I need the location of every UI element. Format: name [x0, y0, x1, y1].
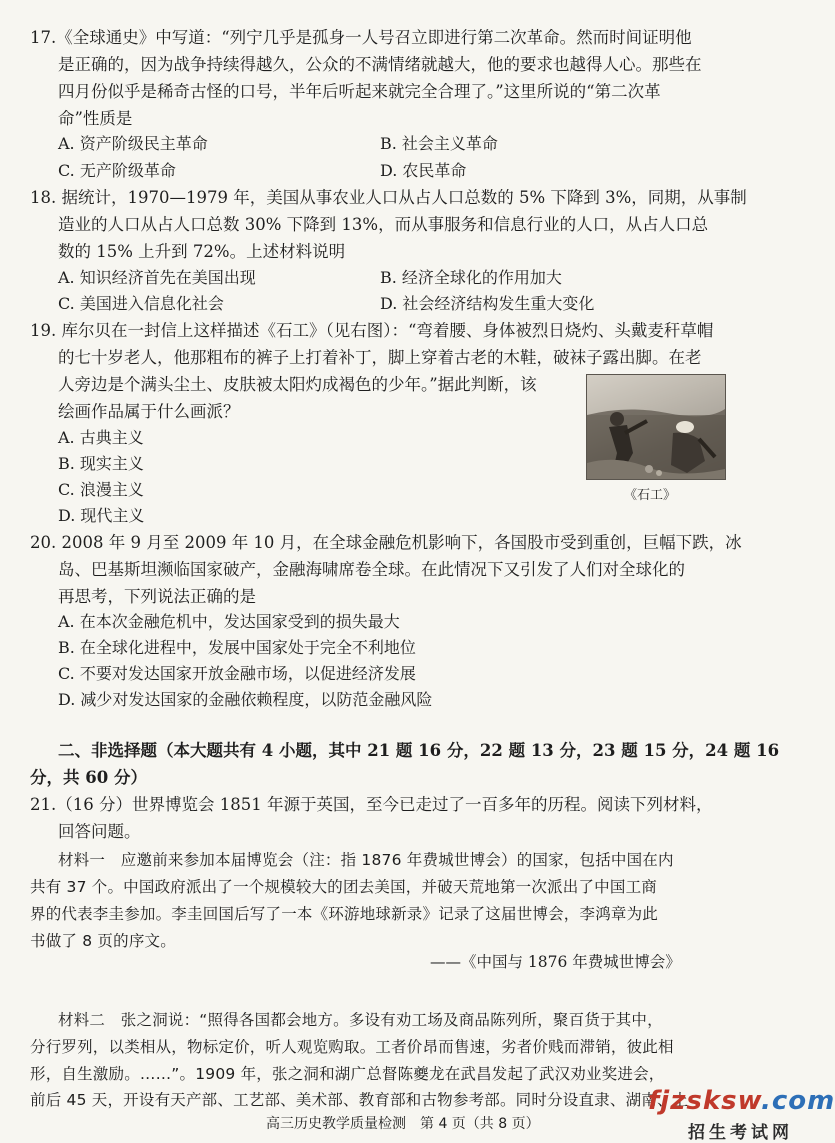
q20-option-d: D. 减少对发达国家的金融依赖程度，以防范金融风险 [58, 690, 433, 709]
material-2-line-1: 材料二 张之洞说：“照得各国都会地方。多设有劝工场及商品陈列所，聚百货于其中， [58, 1011, 663, 1029]
material-1-line-2: 共有 37 个。中国政府派出了一个规模较大的团去美国，并破天荒地第一次派出了中国工商 [30, 878, 657, 896]
watermark-logo-domain: .com [760, 1086, 835, 1116]
watermark-logo [648, 1086, 835, 1116]
material-1-line-4: 书做了 8 页的序文。 [30, 932, 176, 950]
material-1-line-3: 界的代表李圭参加。李圭回国后写了一本《环游地球新录》记录了这届世博会，李鸿章为此 [30, 905, 659, 923]
q17-option-b: B. 社会主义革命 [380, 134, 498, 153]
q20-option-c: C. 不要对发达国家开放金融市场，以促进经济发展 [58, 664, 416, 683]
q19-line-4: 绘画作品属于什么画派？ [58, 402, 240, 421]
q17-option-d: D. 农民革命 [380, 161, 467, 180]
q19-option-c: C. 浪漫主义 [58, 480, 144, 499]
q20-option-a: A. 在本次金融危机中，发达国家受到的损失最大 [58, 612, 400, 631]
q19-line-1: 19. 库尔贝在一封信上这样描述《石工》（见右图）：“弯着腰、身体被烈日烧灼、头戴麦秆草帽 [30, 321, 714, 340]
q17-line-3: 四月份似乎是稀奇古怪的口号，半年后听起来就完全合理了。”这里所说的“第二次革 [58, 82, 661, 101]
painting-caption: 《石工》 [624, 488, 677, 503]
stonebreakers-painting [586, 374, 726, 480]
q21-line-1: 21.（16 分）世界博览会 1851 年源于英国，至今已走过了一百多年的历程。阅读下列材料， [30, 795, 713, 814]
watermark-logo-main: fjzsksw [648, 1086, 761, 1116]
section-2-heading-line-1: 二、非选择题（本大题共有 4 小题，其中 21 题 16 分，22 题 13 分，23 题 15 分，24 题 16 [58, 741, 780, 760]
section-2-heading-line-2: 分，共 60 分） [30, 768, 147, 787]
site-watermark [648, 1086, 835, 1143]
q18-option-d: D. 社会经济结构发生重大变化 [380, 294, 595, 313]
q19-option-a: A. 古典主义 [58, 428, 144, 447]
q19-line-2: 的七十岁老人，他那粗布的裤子上打着补丁，脚上穿着古老的木鞋，破袜子露出脚。在老 [58, 348, 702, 367]
q20-option-b: B. 在全球化进程中，发展中国家处于完全不利地位 [58, 638, 416, 657]
q20-line-1: 20. 2008 年 9 月至 2009 年 10 月，在全球金融危机影响下，各国股市受到重创，巨幅下跌，冰 [30, 533, 742, 552]
material-2-line-3: 形，自生激励。……”。1909 年，张之洞和湖广总督陈夔龙在武昌发起了武汉劝业奖进会， [30, 1065, 665, 1083]
q17-option-c: C. 无产阶级革命 [58, 161, 176, 180]
material-1-line-1: 材料一 应邀前来参加本届博览会（注：指 1876 年费城世博会）的国家，包括中国在内 [58, 851, 674, 869]
q21-line-2: 回答问题。 [58, 822, 141, 841]
q18-option-a: A. 知识经济首先在美国出现 [58, 268, 256, 287]
material-2-line-4: 前后 45 天，开设有天产部、工艺部、美术部、教育部和古物参考部。同时分设直隶、湖南、上 [30, 1091, 689, 1109]
q20-line-2: 岛、巴基斯坦濒临国家破产，金融海啸席卷全球。在此情况下又引发了人们对全球化的 [58, 560, 685, 579]
q18-option-c: C. 美国进入信息化社会 [58, 294, 224, 313]
q18-line-3: 数的 15% 上升到 72%。上述材料说明 [58, 242, 346, 261]
q18-option-b: B. 经济全球化的作用加大 [380, 268, 562, 287]
q19-option-d: D. 现代主义 [58, 506, 145, 525]
material-2-line-2: 分行罗列，以类相从，物标定价，听人观览购取。工者价昂而售速，劣者价贱而滞销，彼此相 [30, 1038, 674, 1056]
watermark-subtitle: 招生考试网 [688, 1123, 793, 1143]
painting-illustration [587, 375, 725, 479]
q17-line-2: 是正确的，因为战争持续得越久，公众的不满情绪就越大，他的要求也越得人心。那些在 [58, 55, 702, 74]
q20-line-3: 再思考，下列说法正确的是 [58, 587, 256, 606]
q17-option-a: A. 资产阶级民主革命 [58, 134, 208, 153]
q17-line-4: 命”性质是 [58, 109, 133, 128]
q19-option-b: B. 现实主义 [58, 454, 144, 473]
q17-line-1: 17.《全球通史》中写道：“列宁几乎是孤身一人号召立即进行第二次革命。然而时间证明他 [30, 28, 692, 47]
page-footer: 高三历史教学质量检测 第 4 页（共 8 页） [266, 1116, 540, 1132]
q19-line-3: 人旁边是个满头尘土、皮肤被太阳灼成褐色的少年。”据此判断，该 [58, 375, 537, 394]
q18-line-2: 造业的人口从占人口总数 30% 下降到 13%，而从事服务和信息行业的人口，从占人口总 [58, 215, 709, 234]
q18-line-1: 18. 据统计，1970—1979 年，美国从事农业人口从占人口总数的 5% 下降到 3%，同期，从事制 [30, 188, 747, 207]
material-1-source: ——《中国与 1876 年费城世博会》 [430, 953, 681, 971]
